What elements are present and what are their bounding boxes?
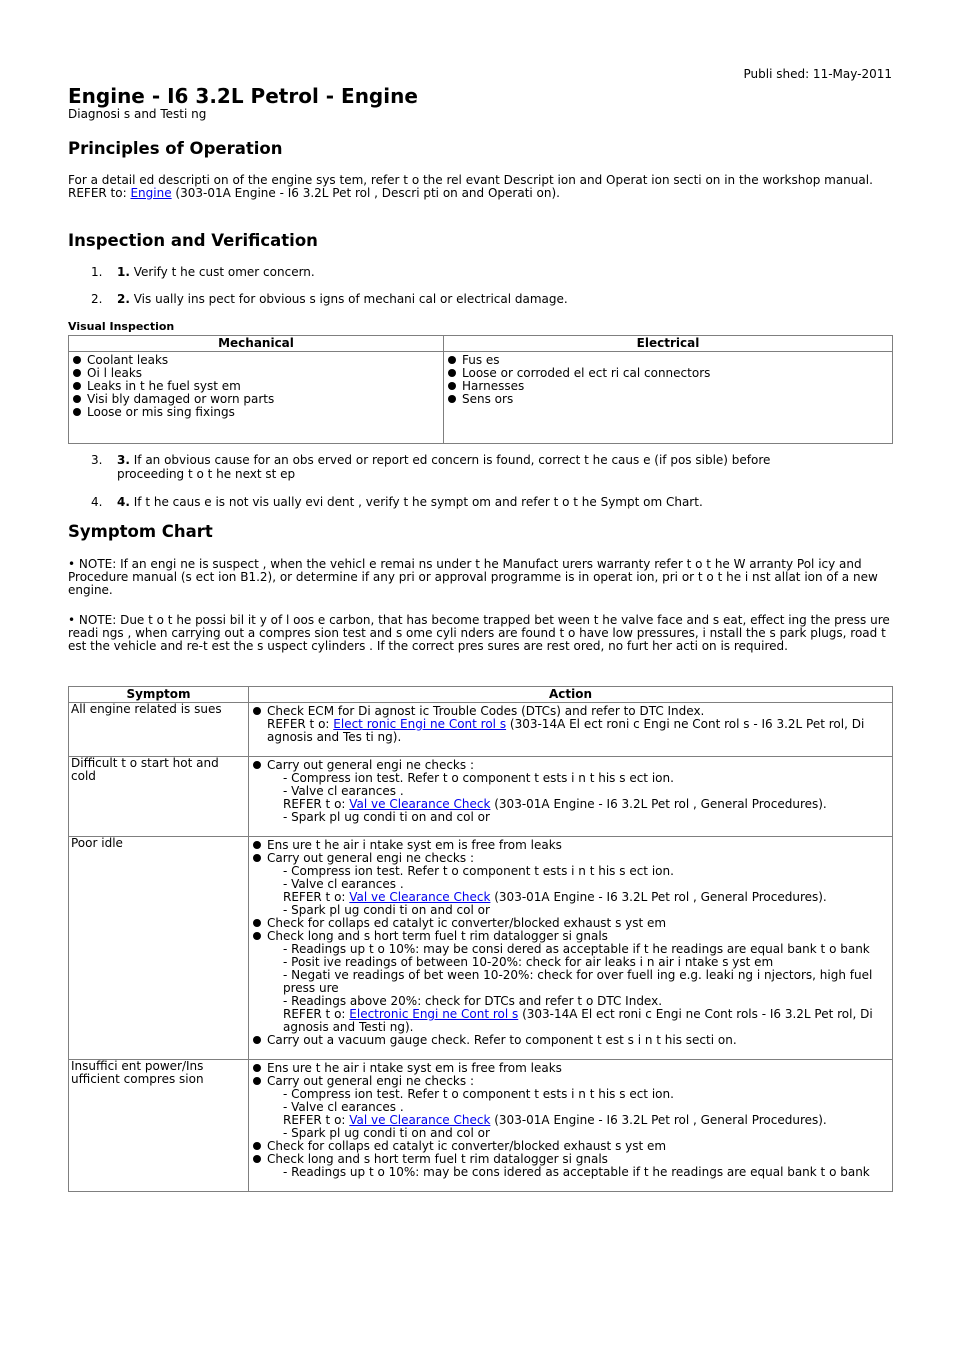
electrical-list [446, 354, 890, 406]
refer-suffix: (303-14A El ect roni c Engi ne Cont rols - I6 3.2L Pet rol, Di agnosis and Testi ng). [283, 1007, 873, 1034]
document-subtitle: Diagnosi s and Testi ng [68, 107, 207, 121]
refer-suffix: (303-01A Engine - I6 3.2L Pet rol , General Procedures). [490, 1113, 827, 1127]
step-1-text: Verify t he cust omer concern. [129, 265, 315, 279]
action-list [251, 759, 890, 824]
action-subline: - Spark pl ug condi ti on and col or [283, 903, 490, 917]
procedure-link[interactable]: Val ve Clearance Check [349, 797, 491, 811]
refer-suffix: (303-14A El ect roni c Engi ne Cont rol s - I6 3.2L Pet rol, Di agnosis and Tes ti ng). [267, 717, 865, 744]
symptom-cell: Insuffici ent power/Ins ufficient compres sion [69, 1060, 249, 1192]
table-row [69, 837, 893, 1060]
step-3 [117, 453, 827, 481]
action-list [251, 1062, 890, 1179]
action-list [251, 839, 890, 1047]
principles-refer [68, 187, 892, 200]
action-subline: - Readings up t o 10%: may be consi dered as acceptable if t he readings are equal bank t o bank [283, 942, 870, 956]
step-4 [117, 495, 837, 509]
step-1-bold: 1. [117, 265, 130, 279]
refer-line [267, 1008, 890, 1034]
action-text: Check for collaps ed catalyt ic converter/blocked exhaust s yst em [267, 1139, 667, 1153]
action-text: Carry out general engi ne checks : [267, 851, 474, 865]
action-item [251, 705, 890, 744]
step-2-number: 2. [91, 292, 103, 306]
table-row [69, 352, 893, 444]
refer-suffix: (303-01A Engine - I6 3.2L Pet rol , General Procedures). [490, 890, 827, 904]
symptom-cell: Difficult t o start hot and cold [69, 757, 249, 837]
mechanical-item: Oi l leaks [71, 367, 441, 380]
refer-prefix: REFER to: [68, 186, 131, 200]
action-cell [249, 757, 893, 837]
step-3-text: If an obvious cause for an obs erved or report ed concern is found, correct t he caus e (if pos sible) before proceeding t o t he next st ep [117, 453, 771, 481]
symptom-chart-heading: Symptom Chart [68, 522, 213, 541]
action-item [251, 1153, 890, 1179]
step-4-text: If t he caus e is not vis ually evi dent , verify t he sympt om and refer t o t he Sympt om Chart. [129, 495, 703, 509]
mechanical-cell [69, 352, 444, 444]
symptom-cell: All engine related is sues [69, 703, 249, 757]
action-subline: - Compress ion test. Refer t o component t ests i n t his s ect ion. [283, 1087, 674, 1101]
action-text: Check long and s hort term fuel t rim datalogger si gnals [267, 1152, 608, 1166]
mechanical-item: Coolant leaks [71, 354, 441, 367]
action-subline: - Valve cl earances . [283, 784, 404, 798]
electrical-item: Fus es [446, 354, 890, 367]
mechanical-list [71, 354, 441, 419]
action-subline: - Readings up t o 10%: may be cons idered as acceptable if t he readings are equal bank t o bank [283, 1165, 870, 1179]
symptom-table [68, 686, 893, 1192]
mechanical-header: Mechanical [69, 336, 444, 352]
inspection-heading: Inspection and Verification [68, 231, 318, 250]
table-row [69, 757, 893, 837]
action-cell [249, 837, 893, 1060]
symptom-cell: Poor idle [69, 837, 249, 1060]
step-3-bold: 3. [117, 453, 130, 467]
visual-inspection-table [68, 335, 893, 444]
action-subline: - Spark pl ug condi ti on and col or [283, 810, 490, 824]
table-row [69, 703, 893, 757]
action-subline: - Valve cl earances . [283, 1100, 404, 1114]
electrical-item: Harnesses [446, 380, 890, 393]
action-text: Carry out general engi ne checks : [267, 1074, 474, 1088]
action-subline: - Valve cl earances . [283, 877, 404, 891]
procedure-link[interactable]: Val ve Clearance Check [349, 890, 491, 904]
published-date: Publi shed: 11-May-2011 [743, 67, 892, 81]
step-2 [117, 292, 837, 306]
engine-link[interactable]: Engine [130, 186, 172, 200]
action-header: Action [249, 687, 893, 703]
procedure-link[interactable]: Val ve Clearance Check [349, 1113, 491, 1127]
step-3-number: 3. [91, 453, 103, 467]
refer-prefix: REFER t o: [283, 1007, 350, 1021]
electrical-cell [444, 352, 893, 444]
action-subline: - Compress ion test. Refer t o component t ests i n t his s ect ion. [283, 771, 674, 785]
procedure-link[interactable]: Electronic Engi ne Cont rol s [349, 1007, 519, 1021]
mechanical-item: Loose or mis sing fixings [71, 406, 441, 419]
action-subline: - Spark pl ug condi ti on and col or [283, 1126, 490, 1140]
step-1-number: 1. [91, 265, 103, 279]
action-text: Check ECM for Di agnost ic Trouble Codes (DTCs) and refer to DTC Index. [267, 704, 705, 718]
action-item [251, 1034, 890, 1047]
action-subline: - Posit ive readings of between 10-20%: check for air leaks i n air i ntake s yst em [283, 955, 774, 969]
action-text: Carry out a vacuum gauge check. Refer to component t est s i n t his secti on. [267, 1033, 737, 1047]
action-text: Ens ure t he air i ntake syst em is free from leaks [267, 1061, 562, 1075]
step-2-text: Vis ually ins pect for obvious s igns of mechani cal or electrical damage. [129, 292, 568, 306]
mechanical-item: Leaks in t he fuel syst em [71, 380, 441, 393]
mechanical-item: Visi bly damaged or worn parts [71, 393, 441, 406]
table-row [69, 1060, 893, 1192]
action-text: Check long and s hort term fuel t rim datalogger si gnals [267, 929, 608, 943]
procedure-link[interactable]: Elect ronic Engi ne Cont rol s [333, 717, 507, 731]
principles-text [68, 174, 892, 200]
action-text: Check for collaps ed catalyt ic converter/blocked exhaust s yst em [267, 916, 667, 930]
action-subline: - Readings above 20%: check for DTCs and refer t o DTC Index. [283, 994, 663, 1008]
refer-prefix: REFER t o: [283, 1113, 350, 1127]
step-2-bold: 2. [117, 292, 130, 306]
step-1 [117, 265, 837, 279]
principles-description: For a detail ed descripti on of the engine sys tem, refer t o the rel evant Descript ion and Operat ion secti on in the workshop manual. [68, 173, 873, 187]
refer-suffix: (303-01A Engine - I6 3.2L Pet rol , Descri pti on and Operati on). [171, 186, 560, 200]
action-subline: - Negati ve readings of bet ween 10-20%: check for over fuell ing e.g. leaki ng i njectors, high fuel press ure [283, 968, 873, 995]
refer-prefix: REFER t o: [283, 890, 350, 904]
electrical-item: Sens ors [446, 393, 890, 406]
action-item [251, 1075, 890, 1140]
note-2: • NOTE: Due t o t he possi bil it y of l oos e carbon, that has become trapped bet ween t he valve face and s eat, effect ing the press ure readi ngs , when carrying out a compres sion test and s ome cyli nders are found t o have low pressures, i nstall the s park plugs, road t est the vehicle and re-t est the s uspect cylinders . If the correct pres sures are rest ored, no furt her acti on is required. [68, 613, 890, 653]
refer-prefix: REFER t o: [267, 717, 334, 731]
step-4-bold: 4. [117, 495, 130, 509]
table-header-row [69, 336, 893, 352]
action-item [251, 930, 890, 1034]
refer-suffix: (303-01A Engine - I6 3.2L Pet rol , General Procedures). [490, 797, 827, 811]
step-4-number: 4. [91, 495, 103, 509]
refer-prefix: REFER t o: [283, 797, 350, 811]
action-text: Carry out general engi ne checks : [267, 758, 474, 772]
action-item [251, 852, 890, 917]
refer-line [267, 718, 890, 744]
symptom-table-body [69, 703, 893, 1192]
action-cell [249, 703, 893, 757]
action-cell [249, 1060, 893, 1192]
symptom-header: Symptom [69, 687, 249, 703]
symptom-table-header-row [69, 687, 893, 703]
document-title: Engine - I6 3.2L Petrol - Engine [68, 84, 418, 108]
principles-heading: Principles of Operation [68, 139, 283, 158]
action-list [251, 705, 890, 744]
action-subline: - Compress ion test. Refer t o component t ests i n t his s ect ion. [283, 864, 674, 878]
electrical-header: Electrical [444, 336, 893, 352]
electrical-item: Loose or corroded el ect ri cal connectors [446, 367, 890, 380]
visual-inspection-caption: Visual Inspection [68, 320, 175, 333]
action-item [251, 759, 890, 824]
action-text: Ens ure t he air i ntake syst em is free from leaks [267, 838, 562, 852]
note-1: • NOTE: If an engi ne is suspect , when the vehicl e remai ns under t he Manufact urers warranty refer t o t he W arranty Pol icy and Procedure manual (s ect ion B1.2), or determine if any pri or approval programme is in operat ion, pri or t o t he i nst allat ion of a new engine. [68, 557, 878, 597]
